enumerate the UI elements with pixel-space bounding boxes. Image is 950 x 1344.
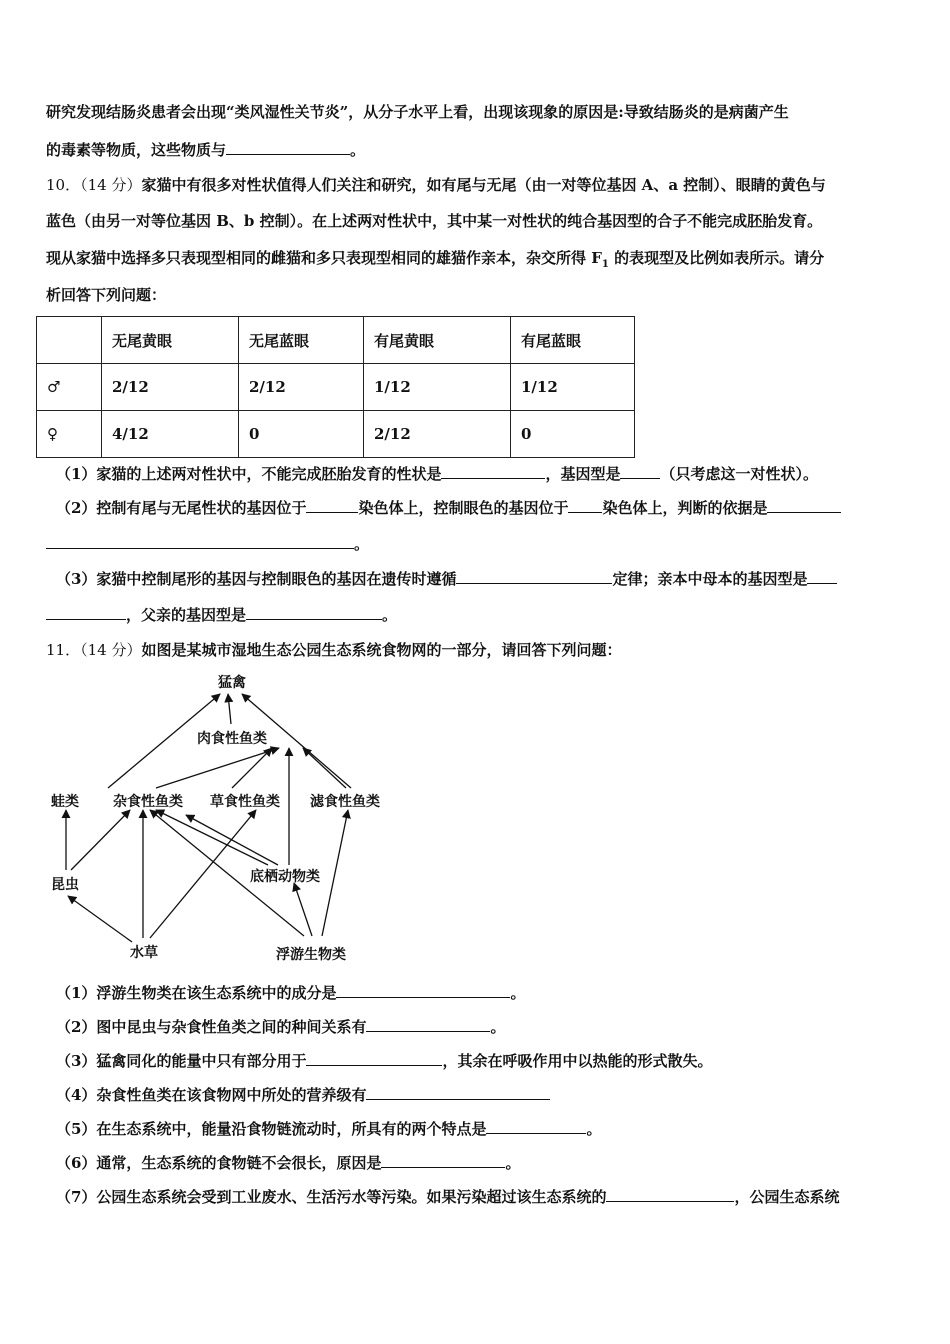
arrow-plants-to-herbivorous	[150, 810, 256, 938]
table-header-cell	[37, 317, 102, 364]
node-carnivorous-fish: 肉食性鱼类	[197, 731, 267, 747]
node-plankton: 浮游生物类	[276, 947, 346, 963]
q10-line-3-end: 的表现型及比例如表所示。请分	[608, 249, 825, 267]
q11-sub-5-end: 。	[586, 1120, 602, 1138]
q11-sub-3-blank[interactable]	[306, 1051, 442, 1066]
q10-sub-2-end: 。	[354, 535, 370, 553]
q10-sub-3-mid: 定律；亲本中母本的基因型是	[612, 570, 808, 588]
q11-sub-5-text: （5）在生态系统中，能量沿食物链流动时，所具有的两个特点是	[56, 1120, 487, 1138]
q10-sub-3-cont	[46, 605, 397, 625]
table-header-cell: 无尾黄眼	[102, 317, 239, 364]
q11-sub-2	[56, 1017, 505, 1037]
arrow-carnivorous-to-raptor	[228, 694, 231, 724]
table-cell: 1/12	[511, 364, 635, 411]
q10-sub-3-blank-b[interactable]	[807, 569, 837, 584]
q11-sub-1-blank[interactable]	[336, 983, 510, 998]
table-cell: 2/12	[364, 411, 511, 458]
q11-sub-2-blank[interactable]	[366, 1017, 490, 1032]
q11-sub-1-text: （1）浮游生物类在该生态系统中的成分是	[56, 984, 337, 1002]
q11-sub-5-blank[interactable]	[486, 1119, 586, 1134]
q11-sub-6-text: （6）通常，生态系统的食物链不会很长，原因是	[56, 1154, 382, 1172]
q11-sub-2-end: 。	[490, 1018, 506, 1036]
q11-sub-1-end: 。	[510, 984, 526, 1002]
q10-line-3	[46, 248, 824, 275]
q11-sub-4	[56, 1085, 550, 1105]
node-herbivorous-fish: 草食性鱼类	[210, 794, 280, 810]
q10-number: 10．	[46, 176, 81, 194]
table-cell: 0	[239, 411, 364, 458]
food-web-diagram	[46, 670, 406, 965]
q11-sub-6-blank[interactable]	[381, 1153, 505, 1168]
q10-sub-1-mid: ，基因型是	[545, 465, 621, 483]
q10-sub-3-blank-a[interactable]	[456, 569, 612, 584]
q11-line-1	[46, 640, 621, 660]
phenotype-table	[36, 316, 635, 458]
q11-sub-5	[56, 1119, 601, 1139]
q11-sub-7-end: ，公园生态系统	[734, 1188, 840, 1206]
table-header-row	[37, 317, 635, 364]
q10-sub-1-blank-a[interactable]	[441, 464, 545, 479]
q11-score: （14 分）	[80, 641, 142, 659]
q10-sub-2-blank-b[interactable]	[568, 498, 602, 513]
arrow-herbivorous-to-carnivorous	[232, 748, 272, 788]
q11-sub-3	[56, 1051, 712, 1071]
q11-sub-3-end: ，其余在呼吸作用中以热能的形式散失。	[442, 1052, 713, 1070]
q10-line-4: 析回答下列问题：	[46, 286, 167, 304]
q11-number: 11．	[46, 641, 81, 659]
q11-sub-4-blank[interactable]	[366, 1085, 550, 1100]
q11-sub-6	[56, 1153, 520, 1173]
q10-sub-2-cont	[46, 534, 369, 554]
q11-sub-2-text: （2）图中昆虫与杂食性鱼类之间的种间关系有	[56, 1018, 367, 1036]
q10-sub-3-text: （3）家猫中控制尾形的基因与控制眼色的基因在遗传时遵循	[56, 570, 457, 588]
q10-sub-2-blank-d[interactable]	[46, 534, 354, 549]
q11-intro: 如图是某城市湿地生态公园生态系统食物网的一部分，请回答下列问题：	[141, 641, 622, 659]
table-cell: 0	[511, 411, 635, 458]
table-cell: 2/12	[102, 364, 239, 411]
q11-sub-7-blank[interactable]	[606, 1187, 734, 1202]
node-omnivorous-fish: 杂食性鱼类	[113, 794, 183, 810]
q9-line-2	[46, 140, 365, 160]
arrow-benthic-to-omnivorous	[156, 810, 268, 865]
q9-line-2-text: 的毒素等物质，这些物质与	[46, 141, 227, 159]
arrow-plants-to-insects	[68, 896, 132, 942]
q10-sub-1-end: （只考虑这一对性状）。	[660, 465, 818, 483]
q10-line-2: 蓝色（由另一对等位基因 B、b 控制）。在上述两对性状中，其中某一对性状的纯合基因型的合子不能完成胚胎发育。	[46, 212, 823, 230]
arrow-plankton-to-benthic	[294, 883, 312, 936]
q10-sub-1-text: （1）家猫的上述两对性状中，不能完成胚胎发育的性状是	[56, 465, 442, 483]
table-cell: 4/12	[102, 411, 239, 458]
q10-score: （14 分）	[80, 176, 142, 194]
table-cell: 1/12	[364, 364, 511, 411]
q11-sub-3-text: （3）猛禽同化的能量中只有部分用于	[56, 1052, 307, 1070]
q10-sub-2-blank-a[interactable]	[306, 498, 358, 513]
q10-line-3-text: 现从家猫中选择多只表现型相同的雌猫和多只表现型相同的雄猫作亲本，杂交所得 F	[46, 249, 602, 267]
arrow-filter-to-carnivorous	[303, 748, 346, 788]
node-frogs: 蛙类	[51, 794, 79, 810]
node-aquatic-plants: 水草	[130, 945, 158, 961]
table-row	[37, 364, 635, 411]
node-insects: 昆虫	[51, 877, 79, 893]
q9-answer-blank[interactable]	[226, 140, 350, 155]
q10-sub-1-blank-b[interactable]	[620, 464, 660, 479]
table-header-cell: 有尾黄眼	[364, 317, 511, 364]
q11-sub-1	[56, 983, 525, 1003]
arrow-omnivorous-to-carnivorous	[156, 748, 279, 788]
arrow-plankton-to-filter	[322, 810, 348, 936]
q10-sub-3-text-2: ，父亲的基因型是	[126, 606, 247, 624]
table-row	[37, 411, 635, 458]
node-filter-fish: 滤食性鱼类	[310, 794, 380, 810]
q10-sub-3	[56, 569, 837, 589]
q10-sub-2-text: （2）控制有尾与无尾性状的基因位于	[56, 499, 307, 517]
table-header-cell: 无尾蓝眼	[239, 317, 364, 364]
q10-line-1-text: 家猫中有很多对性状值得人们关注和研究，如有尾与无尾（由一对等位基因 A、a 控制）、眼睛的黄色与	[141, 176, 826, 194]
q10-sub-2-blank-c[interactable]	[767, 498, 841, 513]
q10-sub-1	[56, 464, 818, 484]
q10-sub-2-text-2: 染色体上，判断的依据是	[602, 499, 768, 517]
q10-line-1	[46, 175, 826, 195]
q11-sub-7	[56, 1187, 839, 1207]
q10-sub-3-end: 。	[382, 606, 398, 624]
q11-sub-4-text: （4）杂食性鱼类在该食物网中所处的营养级有	[56, 1086, 367, 1104]
q10-sub-2	[56, 498, 841, 518]
q10-f1-subscript: 1	[601, 259, 609, 270]
q10-sub-3-blank-c[interactable]	[46, 605, 126, 620]
arrow-insects-to-omnivorous	[71, 810, 130, 870]
q11-sub-7-text: （7）公园生态系统会受到工业废水、生活污水等污染。如果污染超过该生态系统的	[56, 1188, 607, 1206]
q10-sub-2-mid: 染色体上，控制眼色的基因位于	[358, 499, 569, 517]
q9-line-1: 研究发现结肠炎患者会出现“类风湿性关节炎”，从分子水平上看，出现该现象的原因是:导致结肠炎的是病菌产生	[46, 103, 789, 121]
table-cell: ♂	[37, 364, 102, 411]
arrow-benthic-to-herbivorous	[186, 815, 278, 865]
q10-sub-3-blank-d[interactable]	[246, 605, 382, 620]
table-cell: 2/12	[239, 364, 364, 411]
table-header-cell: 有尾蓝眼	[511, 317, 635, 364]
table-cell: ♀	[37, 411, 102, 458]
q11-sub-6-end: 。	[505, 1154, 521, 1172]
q9-line-2-end: 。	[350, 141, 366, 159]
node-raptor: 猛禽	[218, 675, 246, 691]
node-benthic-animals: 底栖动物类	[250, 869, 320, 885]
